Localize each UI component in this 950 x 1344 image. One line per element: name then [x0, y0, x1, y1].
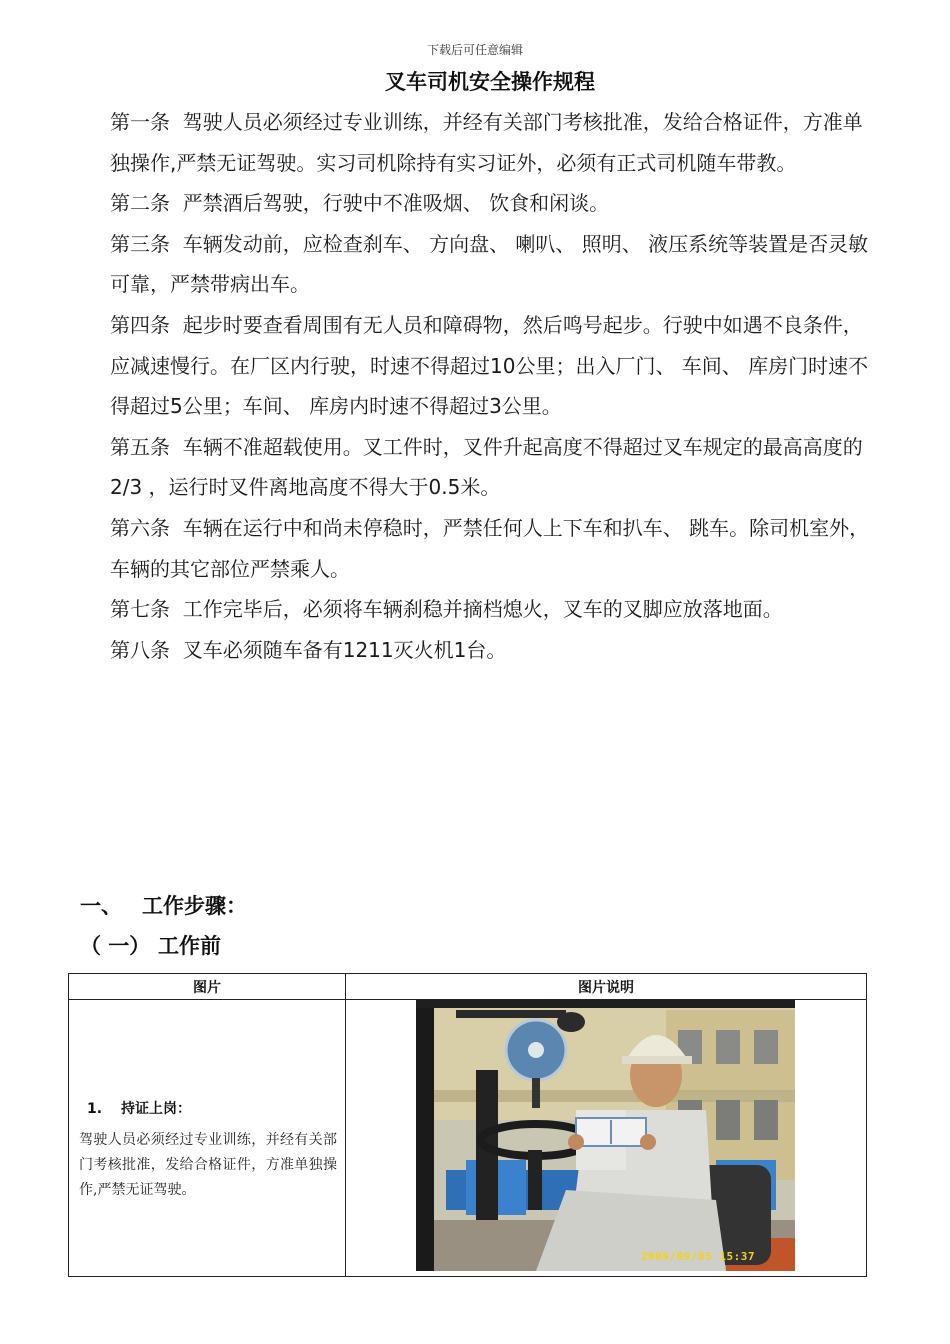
section-heading-work-steps — [80, 890, 247, 920]
article-6: 第六条 车辆在运行中和尚未停稳时，严禁任何人上下车和扒车、 跳车。除司机室外，车辆的其它部位严禁乘人。 — [110, 515, 870, 581]
article-8: 第八条 叉车必须随车备有1211灭火机1台。 — [110, 637, 507, 662]
table-header-row — [69, 974, 867, 1000]
step-heading — [87, 1098, 191, 1118]
header-note: 下载后可任意编辑 — [426, 43, 523, 57]
subsection-number: （ 一） — [80, 934, 151, 958]
photo-timestamp: 2009/09/05 15:37 — [641, 1250, 755, 1263]
step-title: 持证上岗： — [121, 1101, 191, 1117]
article-2: 第二条 严禁酒后驾驶，行驶中不准吸烟、 饮食和闲谈。 — [110, 191, 610, 216]
header-image-column: 图片 — [69, 974, 346, 1000]
subsection-label: 工作前 — [158, 934, 221, 958]
section-label: 工作步骤： — [142, 894, 247, 918]
document-title: 叉车司机安全操作规程 — [385, 70, 595, 94]
step-photo-cell — [346, 1000, 867, 1277]
section-number: 一、 — [80, 894, 122, 918]
step-number: 1. — [87, 1101, 103, 1117]
header-description-column: 图片说明 — [346, 974, 867, 1000]
table-row — [69, 1000, 867, 1277]
article-3: 第三条 车辆发动前，应检查刹车、 方向盘、 喇叭、 照明、 液压系统等装置是否灵敏可靠，严禁带病出车。 — [110, 231, 869, 297]
subsection-heading-before-work — [80, 930, 221, 960]
article-1: 第一条 驾驶人员必须经过专业训练，并经有关部门考核批准，发给合格证件，方准单独操作,严禁无证驾驶。实习司机除持有实习证外，必须有正式司机随车带教。 — [110, 110, 863, 175]
article-7: 第七条 工作完毕后，必须将车辆刹稳并摘档熄火，叉车的叉脚应放落地面。 — [110, 597, 783, 622]
forklift-driver-photo — [416, 1000, 795, 1271]
article-5: 第五条 车辆不准超载使用。叉工件时，叉件升起高度不得超过叉车规定的最高高度的2/3 ，运行时叉件离地高度不得大于0.5米。 — [110, 434, 863, 500]
step-description-cell — [69, 1000, 346, 1277]
article-list — [110, 102, 870, 670]
step-text: 驾驶人员必须经过专业训练，并经有关部门考核批准，发给合格证件，方准单独操作,严禁无证驾驶。 — [79, 1132, 337, 1198]
steps-table — [68, 973, 867, 1277]
article-4: 第四条 起步时要查看周围有无人员和障碍物，然后鸣号起步。行驶中如遇不良条件，应减速慢行。在厂区内行驶，时速不得超过10公里；出入厂门、 车间、 库房门时速不得超过5公里；车间、 库房内时速不得超过3公里。 — [110, 312, 869, 419]
